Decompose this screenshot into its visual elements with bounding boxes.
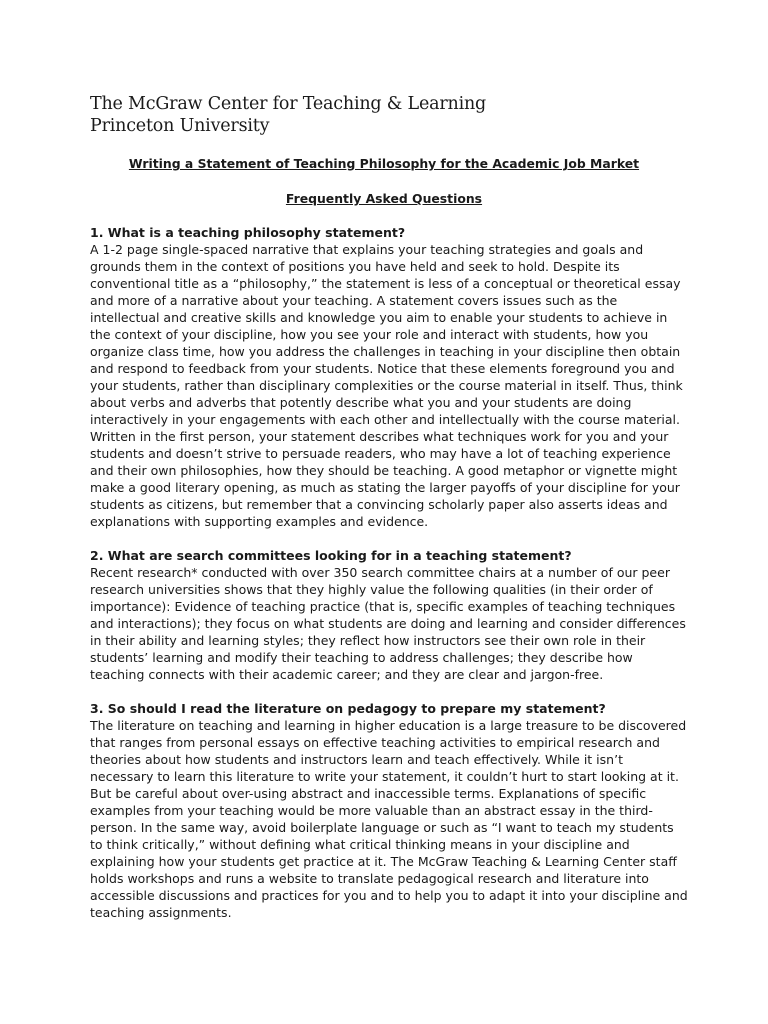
university-name: Princeton University (90, 116, 270, 136)
document-title: Writing a Statement of Teaching Philosophy for the Academic Job Market (128, 156, 640, 171)
document-subtitle: Frequently Asked Questions (285, 191, 483, 206)
faq-answer-2: Recent research* conducted with over 350 search committee chairs at a number of our peer research universities shows that they highly value the following qualities (in their order of importance): Evidence of teaching practice (that is, specific examples of teaching techniques and interactions); they focus on what students are doing and learning and consider differences in their ability and learning styles; they reflect how instructors see their own role in their students’ learning and modify their teaching to address challenges; they describe how teaching connects with their academic career; and they are clear and jargon-free. (90, 565, 686, 682)
faq-section-1 (90, 224, 690, 530)
faq-answer-3: The literature on teaching and learning in higher education is a large treasure to be discovered that ranges from personal essays on effective teaching activities to empirical research and theories about how students and instructors learn and teach effectively. While it isn’t necessary to learn this literature to write your statement, it couldn’t hurt to start looking at it. But be careful about over-using abstract and inaccessible terms. Explanations of specific examples from your teaching would be more valuable than an abstract essay in the third-person. In the same way, avoid boilerplate language or such as “I want to teach my students to think critically,” without defining what critical thinking means in your discipline and explaining how your students get practice at it. The McGraw Teaching & Learning Center staff holds workshops and runs a website to translate pedagogical research and literature into accessible discussions and practices for you and to help you to adapt it into your discipline and teaching assignments. (90, 718, 688, 920)
faq-question-2: 2. What are search committees looking for in a teaching statement? (90, 548, 572, 563)
faq-question-3: 3. So should I read the literature on pedagogy to prepare my statement? (90, 701, 606, 716)
faq-answer-1: A 1-2 page single-spaced narrative that explains your teaching strategies and goals and grounds them in the context of positions you have held and seek to hold. Despite its conventional title as a “philosophy,” the statement is less of a conceptual or theoretical essay and more of a narrative about your teaching. A statement covers issues such as the intellectual and creative skills and knowledge you aim to enable your students to achieve in the context of your discipline, how you see your role and interact with students, how you organize class time, how you address the challenges in teaching in your discipline then obtain and respond to feedback from your students. Notice that these elements foreground you and your students, rather than disciplinary complexities or the course material in itself. Thus, think about verbs and adverbs that potently describe what you and your students are doing interactively in your engagements with each other and intellectually with the course material. Written in the first person, your statement describes what techniques work for you and your students and doesn’t strive to persuade readers, who may have a lot of teaching experience and their own philosophies, how they should be teaching. A good metaphor or vignette might make a good literary opening, as much as stating the larger payoffs of your discipline for your students as citizens, but remember that a convincing scholarly paper also asserts ideas and explanations with supporting examples and evidence. (90, 242, 683, 529)
faq-section-3 (90, 700, 690, 921)
letterhead (90, 93, 486, 137)
center-name: The McGraw Center for Teaching & Learning (90, 94, 487, 114)
faq-question-1: 1. What is a teaching philosophy statement? (90, 225, 406, 240)
faq-content (90, 224, 690, 938)
faq-section-2 (90, 547, 690, 683)
